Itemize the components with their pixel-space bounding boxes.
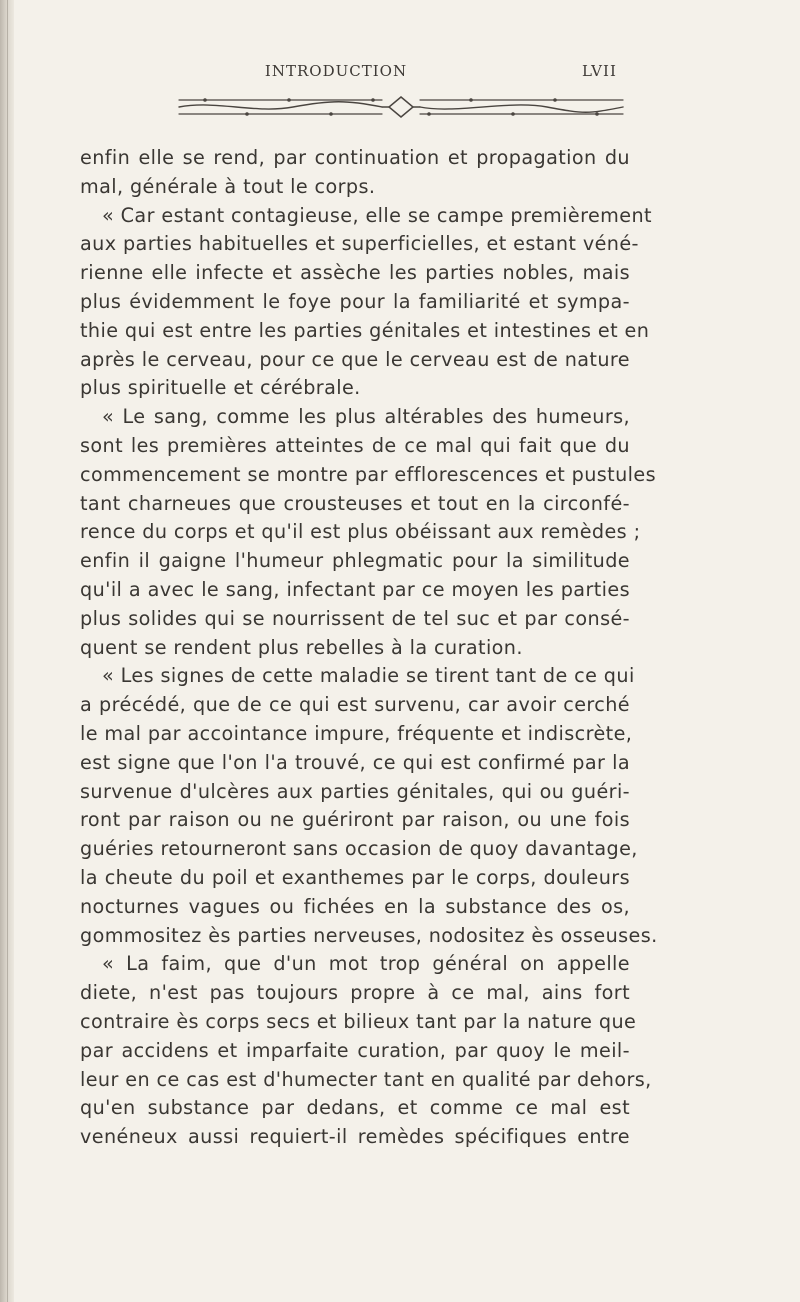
text-line: le mal par accointance impure, fréquente et indiscrète, <box>80 721 633 745</box>
running-title: INTRODUCTION <box>264 62 408 80</box>
text-line: « Car estant contagieuse, elle se campe premièrement <box>102 203 652 227</box>
text-line: gommositez ès parties nerveuses, nodositez ès osseuses. <box>80 923 658 947</box>
text-line: plus évidemment le foye pour la familiarité et sympa- <box>80 289 630 313</box>
text-line: qu'il a avec le sang, infectant par ce moyen les parties <box>80 577 630 601</box>
text-line: quent se rendent plus rebelles à la curation. <box>80 635 523 659</box>
text-line: enfin elle se rend, par continuation et propagation du <box>80 146 630 169</box>
text-line: rienne elle infecte et assèche les parties nobles, mais <box>80 261 630 285</box>
text-line: ront par raison ou ne guériront par raison, ou une fois <box>80 808 630 832</box>
text-line: la cheute du poil et exanthemes par le corps, douleurs <box>80 865 630 889</box>
text-line: sont les premières atteintes de ce mal qui fait que du <box>80 433 630 457</box>
text-line: est signe que l'on l'a trouvé, ce qui est confirmé par la <box>80 750 630 774</box>
text-line: commencement se montre par efflorescences et pustules <box>80 462 656 486</box>
text-line: qu'en substance par dedans, et comme ce mal est <box>80 1096 630 1120</box>
text-line: venéneux aussi requiert-il remèdes spécifiques entre <box>80 1125 630 1149</box>
text-line: plus spirituelle et cérébrale. <box>80 376 361 400</box>
decorative-ornament-rule <box>177 94 625 120</box>
text-line: « Le sang, comme les plus altérables des humeurs, <box>102 405 630 429</box>
text-line: enfin il gaigne l'humeur phlegmatic pour la similitude <box>80 549 630 573</box>
text-line: aux parties habituelles et superficielles, et estant véné- <box>80 232 639 256</box>
running-head <box>0 62 800 86</box>
page-number: LVII <box>582 62 617 80</box>
text-line: nocturnes vagues ou fichées en la substance des os, <box>80 894 630 918</box>
text-line: plus solides qui se nourrissent de tel suc et par consé- <box>80 606 630 630</box>
text-line: « La faim, que d'un mot trop général on appelle <box>102 952 630 976</box>
text-line: rence du corps et qu'il est plus obéissant aux remèdes ; <box>80 520 641 544</box>
text-line: tant charneues que crousteuses et tout en la circonfé- <box>80 491 630 515</box>
page-binding-line <box>7 0 8 1302</box>
text-line: thie qui est entre les parties génitales et intestines et en <box>80 318 650 342</box>
text-line: diete, n'est pas toujours propre à ce mal, ains fort <box>80 981 630 1005</box>
text-line: mal, générale à tout le corps. <box>80 174 376 198</box>
text-line: par accidens et imparfaite curation, par quoy le meil- <box>80 1038 630 1062</box>
text-line: a précédé, que de ce qui est survenu, car avoir cerché <box>80 693 630 717</box>
text-line: contraire ès corps secs et bilieux tant par la nature que <box>80 1009 637 1033</box>
text-line: leur en ce cas est d'humecter tant en qualité par dehors, <box>80 1067 652 1091</box>
text-line: « Les signes de cette maladie se tirent tant de ce qui <box>102 664 635 688</box>
text-line: survenue d'ulcères aux parties génitales, qui ou guéri- <box>80 779 630 803</box>
text-line: après le cerveau, pour ce que le cerveau est de nature <box>80 347 630 371</box>
text-line: guéries retourneront sans occasion de quoy davantage, <box>80 837 638 861</box>
body-text <box>80 144 658 1152</box>
